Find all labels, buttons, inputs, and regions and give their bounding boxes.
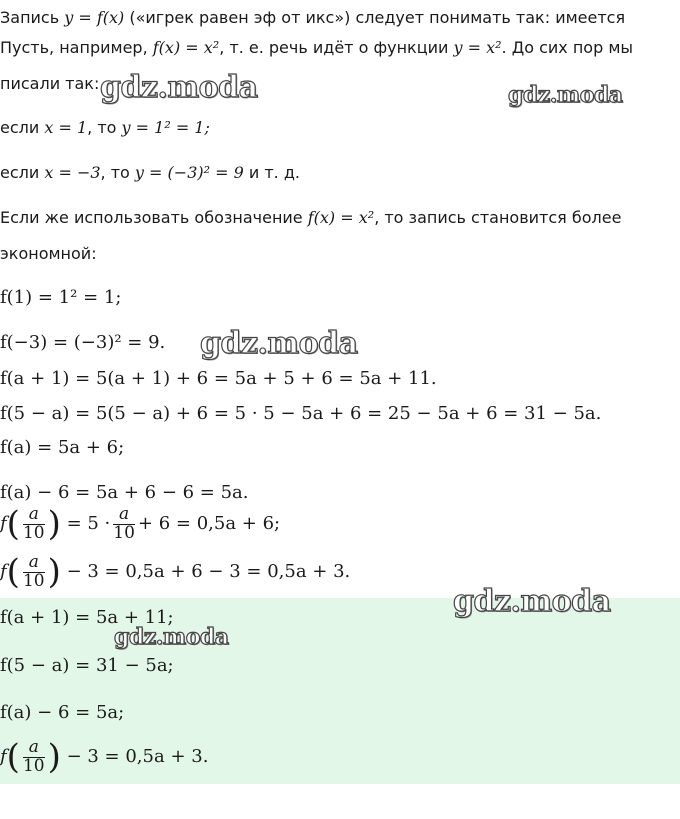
intro-text: , т. е. речь идёт о функции: [219, 38, 454, 57]
intro-line-1: [0, 8, 625, 27]
intro-text: если: [0, 163, 45, 182]
answer-3: f(a) − 6 = 5a;: [0, 702, 125, 723]
formula-f5: f(a) = 5a + 6;: [0, 437, 125, 458]
answer-4: f( $\frac{a}{10}$ ) − 3 = 0,5a + 3.: [0, 736, 209, 777]
formula-f1: f(1) = 1² = 1;: [0, 287, 122, 308]
intro-text: и т. д.: [243, 163, 300, 182]
answer-1: f(a + 1) = 5a + 11;: [0, 607, 174, 628]
formula-part: = 5 ·: [66, 513, 111, 534]
formula-inline: f(x) = x²: [307, 208, 375, 227]
formula-inline: x = −3: [44, 163, 101, 182]
intro-text: . До сих пор мы: [501, 38, 634, 57]
intro-text: , то: [100, 163, 135, 182]
watermark: gdz.moda: [114, 624, 229, 650]
intro-line-3: писали так:: [0, 74, 100, 93]
formula-inline: y = x²: [453, 38, 502, 57]
intro-line-2: [0, 38, 633, 57]
intro-line-4: [0, 118, 210, 137]
intro-line-5: [0, 163, 300, 182]
intro-line-6: [0, 208, 621, 227]
formula-f3: f(a + 1) = 5(a + 1) + 6 = 5a + 5 + 6 = 5a + 11.: [0, 368, 437, 389]
intro-text: , то запись становится более: [374, 208, 622, 227]
intro-line-7: экономной:: [0, 244, 97, 263]
formula-part: − 3 = 0,5a + 6 − 3 = 0,5a + 3.: [66, 561, 351, 582]
function-symbol: f: [0, 513, 7, 534]
fraction: $\frac{a}{10}$: [22, 551, 45, 591]
formula-f8: f( $\frac{a}{10}$ ) − 3 = 0,5a + 6 − 3 = 0,5a + 3.: [0, 551, 351, 592]
formula-inline: y = 1² = 1;: [121, 118, 210, 137]
formula-f6: f(a) − 6 = 5a + 6 − 6 = 5a.: [0, 482, 249, 503]
formula-part: − 3 = 0,5a + 3.: [66, 746, 209, 767]
intro-text: если: [0, 118, 45, 137]
watermark: gdz.moda: [453, 584, 611, 619]
formula-inline: f(x) = x²: [152, 38, 220, 57]
formula-f2: f(−3) = (−3)² = 9.: [0, 332, 166, 353]
function-symbol: f: [0, 561, 7, 582]
intro-text: Если же использовать обозначение: [0, 208, 308, 227]
fraction: $\frac{a}{10}$: [22, 503, 45, 543]
formula-f4: f(5 − a) = 5(5 − a) + 6 = 5 · 5 − 5a + 6 = 25 − 5a + 6 = 31 − 5a.: [0, 403, 602, 424]
intro-text: , то: [87, 118, 122, 137]
formula-inline: y = (−3)² = 9: [134, 163, 244, 182]
watermark: gdz.moda: [508, 82, 623, 108]
fraction: $\frac{a}{10}$: [113, 503, 135, 543]
formula-f7: f( $\frac{a}{10}$ ) = 5 · $\frac{a}{10}$ + 6 = 0,5a + 6;: [0, 503, 281, 544]
intro-text: («игрек равен эф от икс») следует понимать так: имеется: [124, 8, 626, 27]
formula-inline: x = 1: [44, 118, 88, 137]
formula-part: + 6 = 0,5a + 6;: [137, 513, 281, 534]
intro-text: Пусть, например,: [0, 38, 153, 57]
answer-2: f(5 − a) = 31 − 5a;: [0, 655, 174, 676]
formula-inline: y = f(x): [64, 8, 125, 27]
watermark: gdz.moda: [200, 326, 358, 361]
watermark: gdz.moda: [100, 70, 258, 105]
fraction: $\frac{a}{10}$: [22, 736, 45, 776]
intro-text: Запись: [0, 8, 65, 27]
function-symbol: f: [0, 746, 7, 767]
